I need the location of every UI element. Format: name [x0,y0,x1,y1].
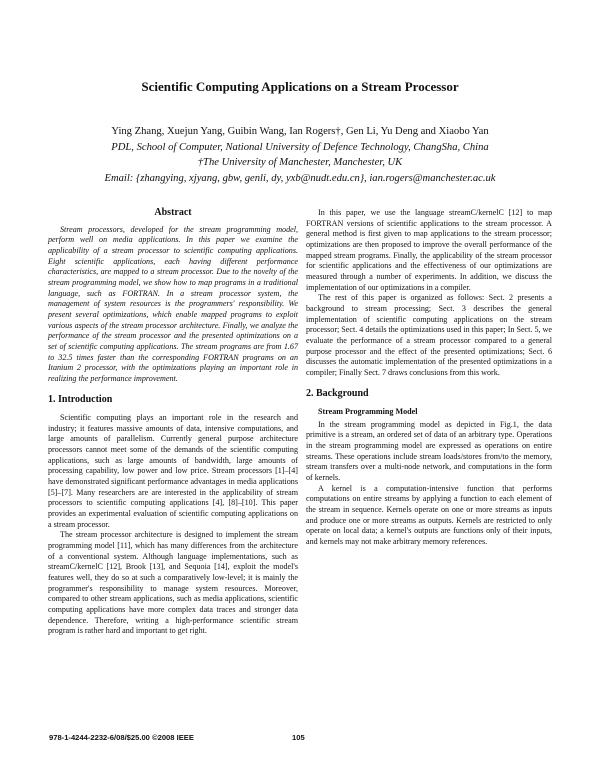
left-column [48,208,298,637]
intro-paragraph-3: In this paper, we use the language streamC/kernelC [12] to map FORTRAN versions of scientific applications to the stream processor. A general method is first given to map applications to the stream processor; optimizations are then proposed to improve the overall performance of the mapped stream programs. Finally, the applicability of the stream processor for scientific applications and the effectiveness of our optimizations are measured through a number of experiments. In addition, we discuss the implementation of our optimizations in a compiler. [306,208,552,292]
footer-isbn: 978-1-4244-2232-6/08/$25.00 ©2008 IEEE [49,733,194,742]
section-heading-introduction: 1. Introduction [48,393,113,405]
author-list: Ying Zhang, Xuejun Yang, Guibin Wang, Ian Rogers†, Gen Li, Yu Deng and Xiaobo Yan [111,126,489,137]
background-paragraph-1: In the stream programming model as depicted in Fig.1, the data primitive is a stream, an ordered set of data of an arbitrary type. Operations in the stream programming model are expressed as operations on entire streams. These operations include stream loads/stores from/to the memory, stream transfers over a multi-node network, and computations in the form of kernels. [306,419,552,483]
section-heading-background: 2. Background [306,387,369,399]
author-block [0,124,600,186]
right-column [306,208,552,548]
page-number: 105 [292,733,305,742]
intro-paragraph-1: Scientific computing plays an important role in the research and industry; it features massive amounts of data, intensive computations, and large amounts of parallelism. Currently general purpose architecture processors cannot meet some of the demands of the scientific computing applications, such as large amounts of bandwidth, large amounts of processing capability, low power and low price. Stream processors [1]–[4] have demonstrated significant performance advantages in media applications [5]–[7]. Many researchers are are interested in the applicability of stream processors to scientific computing applications [4], [8]–[10]. This paper provides an experimental evaluation of scientific computing applications on a stream processor. [48,413,298,529]
author-emails: Email: {zhangying, xjyang, gbw, genli, dy, yxb@nudt.edu.cn}, ian.rogers@manchester.ac.uk [104,172,496,184]
paper-title: Scientific Computing Applications on a Stream Processor [141,79,459,94]
abstract-text: Stream processors, developed for the stream programming model, perform well on media applications. In this paper we examine the applicability of a stream processor to scientific computing applications. Eight scientific applications, each having different performance characteristics, are mapped to a stream processor. Due to the novelty of the stream programming model, we show how to map programs in a traditional language, such as FORTRAN. In a stream processor system, the management of system resources is the programmers' responsibility. We present several optimizations, which enable mapped programs to exploit various aspects of the stream processor architecture. Finally, we analyze the performance of the stream processor and the presented optimizations on a set of scientific computing applications. The stream programs are from 1.67 to 32.5 times faster than the corresponding FORTRAN programs on an Itanium 2 processor, with the optimizations playing an important role in realizing the performance improvement. [48,224,298,383]
intro-paragraph-2: The stream processor architecture is designed to implement the stream programming model [11], which has many differences from the architecture of a conventional system. Although language implementations, such as streamC/kernelC [12], Brook [13], and Sequoia [14], exploit the model's features well, they do so at such a comparatively low-level; it is mainly the programmer's responsibility to manage system resources. Moreover, compared to other stream applications, such as media applications, scientific computing applications have more complex data traces and stronger data dependence. Therefore, writing a high-performance scientific stream program is rather hard and important to get right. [48,530,298,636]
abstract-heading: Abstract [154,207,192,218]
affiliation-pdl: PDL, School of Computer, National University of Defence Technology, ChangSha, China [111,141,489,153]
affiliation-manchester: †The University of Manchester, Manchester, UK [197,157,403,169]
background-paragraph-2: A kernel is a computation-intensive function that performs computations on entire streams by applying a function to each element of the stream in sequence. Kernels operate on one or more streams as inputs and produce one or more streams as outputs. Kernels are restricted to only operate on local data; a kernel's outputs are functions only of their inputs, and kernels may not make arbitrary memory references. [306,483,552,547]
intro-paragraph-4: The rest of this paper is organized as follows: Sect. 2 presents a background to stream processing; Sect. 3 describes the general implementation of scientific computing applications on the stream processor; Sect. 4 details the optimizations used in this paper; In Sect. 5, we evaluate the performance of a stream processor compared to a general purpose processor and the effect of the presented optimizations; Sect. 6 discusses the automatic implementation of the presented optimizations in a compiler; Finally Sect. 7 draws conclusions from this work. [306,293,552,377]
subsection-heading-stream-model: Stream Programming Model [318,407,418,417]
